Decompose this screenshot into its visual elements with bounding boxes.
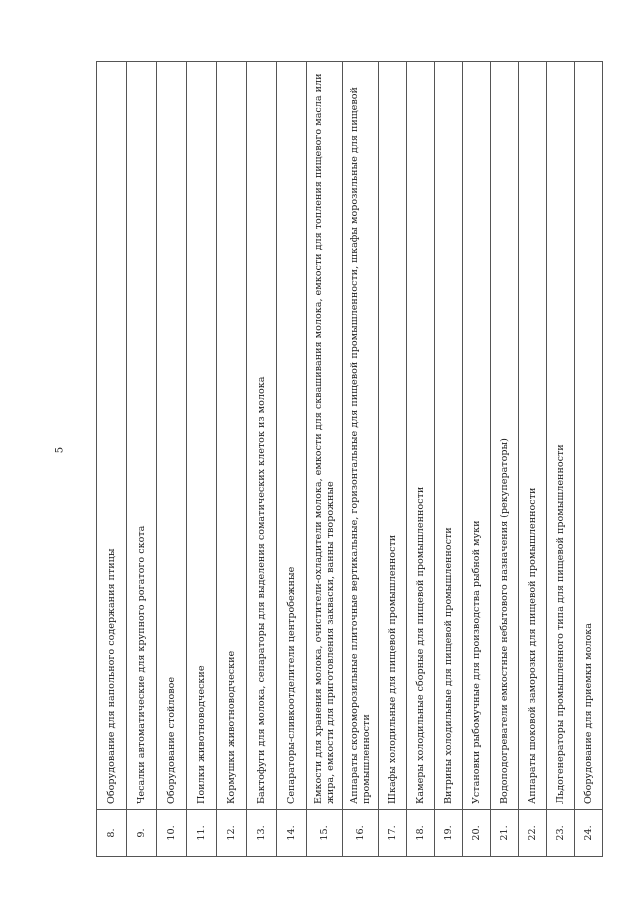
row-text: Емкости для хранения молока, очистители-охладители молока, емкости для сквашивания молока, емкости для топления пищевого масла или жира, емкости для приготовления закваски, ванны творожные — [307, 62, 343, 810]
row-text: Оборудование для приемки молока — [575, 62, 603, 810]
row-number: 12. — [217, 810, 247, 857]
row-text: Чесалки автоматические для крупного рогатого скота — [127, 62, 157, 810]
table-row — [97, 62, 127, 857]
row-text: Установки рыбомучные для производства рыбной муки — [463, 62, 491, 810]
row-number: 19. — [435, 810, 463, 857]
row-text: Аппараты шоковой заморозки для пищевой промышленности — [519, 62, 547, 810]
row-text: Кормушки животноводческие — [217, 62, 247, 810]
row-number: 23. — [547, 810, 575, 857]
row-text: Бактофуги для молока, сепараторы для выделения соматических клеток из молока — [247, 62, 277, 810]
row-text: Льдогенераторы промышленного типа для пищевой промышленности — [547, 62, 575, 810]
table-row — [491, 62, 519, 857]
row-number: 21. — [491, 810, 519, 857]
row-number: 15. — [307, 810, 343, 857]
table-row — [217, 62, 247, 857]
row-text: Оборудование для напольного содержания птицы — [97, 62, 127, 810]
row-number: 11. — [187, 810, 217, 857]
row-text: Поилки животноводческие — [187, 62, 217, 810]
row-number: 14. — [277, 810, 307, 857]
row-number: 10. — [157, 810, 187, 857]
table-row — [575, 62, 603, 857]
table-row — [379, 62, 407, 857]
row-number: 9. — [127, 810, 157, 857]
table-row — [435, 62, 463, 857]
table-row — [343, 62, 379, 857]
equipment-table — [96, 61, 603, 857]
row-number: 22. — [519, 810, 547, 857]
table-row — [277, 62, 307, 857]
row-text: Камеры холодильные сборные для пищевой промышленности — [407, 62, 435, 810]
row-number: 17. — [379, 810, 407, 857]
row-text: Сепараторы-сливкоотделители центробежные — [277, 62, 307, 810]
page-number: 5 — [54, 446, 66, 454]
table-row — [127, 62, 157, 857]
table-row — [547, 62, 575, 857]
table-row — [307, 62, 343, 857]
row-text: Водоподогреватели емкостные небытового назначения (рекуператоры) — [491, 62, 519, 810]
row-number: 16. — [343, 810, 379, 857]
row-number: 8. — [97, 810, 127, 857]
table-row — [407, 62, 435, 857]
row-text: Шкафы холодильные для пищевой промышленности — [379, 62, 407, 810]
row-number: 24. — [575, 810, 603, 857]
table-row — [519, 62, 547, 857]
row-text: Витрины холодильные для пищевой промышленности — [435, 62, 463, 810]
row-text: Аппараты скороморозильные плиточные вертикальные, горизонтальные для пищевой промышленности, шкафы морозильные для пищевой промышленности — [343, 62, 379, 810]
equipment-table-wrapper — [96, 61, 594, 857]
table-row — [187, 62, 217, 857]
row-number: 18. — [407, 810, 435, 857]
table-row — [463, 62, 491, 857]
row-number: 13. — [247, 810, 277, 857]
table-row — [247, 62, 277, 857]
row-text: Оборудование стойловое — [157, 62, 187, 810]
row-number: 20. — [463, 810, 491, 857]
table-row — [157, 62, 187, 857]
